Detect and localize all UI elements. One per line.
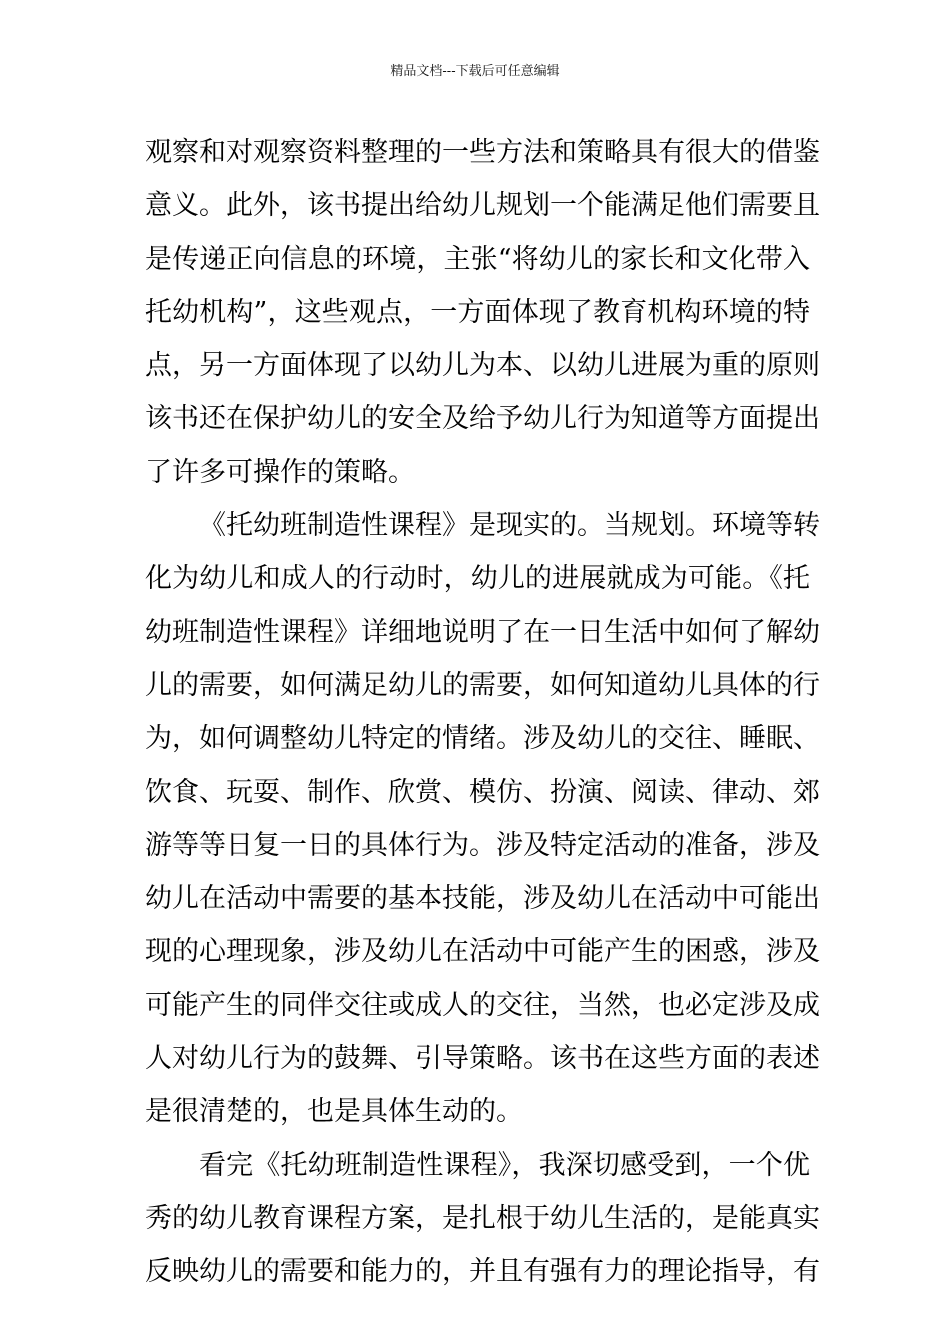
text-line: 反映幼儿的需要和能力的，并且有强有力的理论指导，有: [145, 1256, 820, 1288]
text-line: 儿的需要，如何满足幼儿的需要，如何知道幼儿具体的行: [145, 669, 820, 701]
text-line: 《托幼班制造性课程》是现实的。当规划。环境等转: [199, 510, 820, 542]
text-line: 幼儿在活动中需要的基本技能，涉及幼儿在活动中可能出: [145, 883, 820, 915]
text-line: 游等等日复一日的具体行为。涉及特定活动的准备，涉及: [145, 829, 820, 861]
text-line: 化为幼儿和成人的行动时，幼儿的进展就成为可能。《托: [145, 563, 810, 595]
text-line: 秀的幼儿教育课程方案，是扎根于幼儿生活的，是能真实: [145, 1202, 820, 1234]
text-line: 看完《托幼班制造性课程》，我深切感受到，一个优: [199, 1149, 810, 1181]
text-line: 人对幼儿行为的鼓舞、引导策略。该书在这些方面的表述: [145, 1043, 820, 1075]
text-line: 是传递正向信息的环境，主张“将幼儿的家长和文化带入: [145, 243, 810, 275]
text-line: 可能产生的同伴交往或成人的交往，当然，也必定涉及成: [145, 989, 820, 1021]
text-line: 饮食、玩耍、制作、欣赏、模仿、扮演、阅读、律动、郊: [145, 776, 820, 808]
text-line: 是很清楚的，也是具体生动的。: [145, 1096, 523, 1128]
text-line: 意义。此外，该书提出给幼儿规划一个能满足他们需要且: [145, 190, 820, 222]
text-line: 该书还在保护幼儿的安全及给予幼儿行为知道等方面提出: [145, 403, 820, 435]
document-body: [145, 126, 820, 1299]
text-line: 点，另一方面体现了以幼儿为本、以幼儿进展为重的原则: [145, 350, 820, 382]
text-line: 幼班制造性课程》详细地说明了在一日生活中如何了解幼: [145, 616, 820, 648]
page-header: 精品文档---下载后可任意编辑: [390, 64, 560, 79]
text-line: 为，如何调整幼儿特定的情绪。涉及幼儿的交往、睡眠、: [145, 723, 820, 755]
text-line: 现的心理现象，涉及幼儿在活动中可能产生的困惑，涉及: [145, 936, 820, 968]
text-line: 了许多可操作的策略。: [145, 456, 415, 488]
text-line: 托幼机构”，这些观点，一方面体现了教育机构环境的特: [145, 296, 810, 328]
text-line: 观察和对观察资料整理的一些方法和策略具有很大的借鉴: [145, 137, 820, 168]
